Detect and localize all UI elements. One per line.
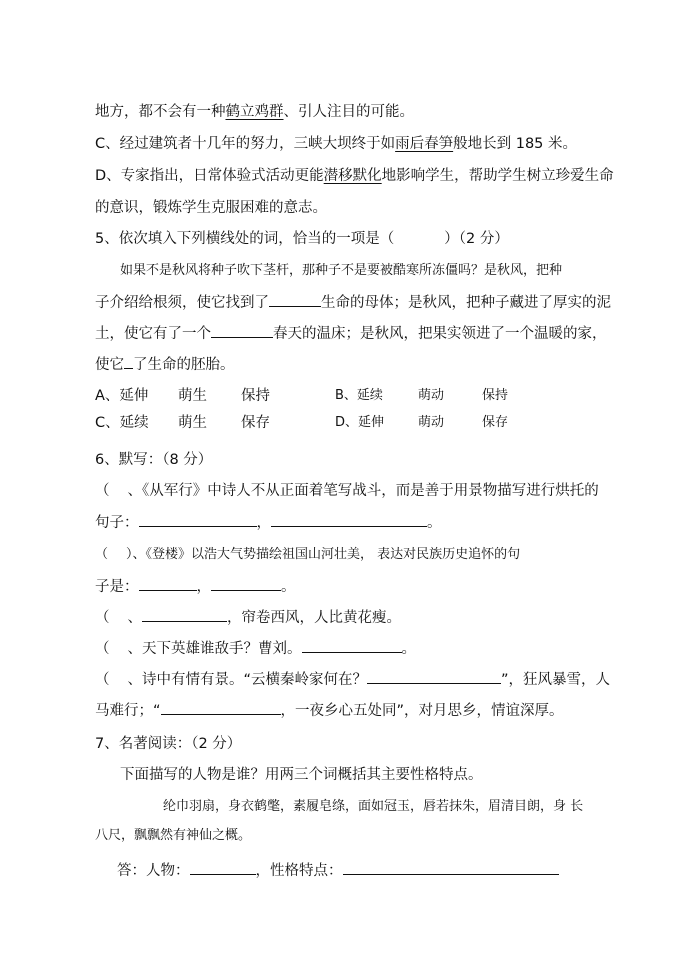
text-line: 地方，都不会有一种鹤立鸡群、引人注目的可能。 [95,104,414,120]
q6-item-5-cont: 马难行；“ ，一夜乡心五处同”，对月思乡，情谊深厚。 [95,700,564,721]
option-a-word: 萌生 [178,388,207,404]
q7-prompt: 下面描写的人物是谁？用两三个词概括其主要性格特点。 [120,767,483,783]
fill-blank[interactable] [367,669,501,684]
q6-item-1: （ 、《从军行》中诗人不从正面着笔写战斗，而是善于用景物描写进行烘托的 [95,483,599,499]
question-5: 5、依次填入下列横线处的词，恰当的一项是（ ）（2 分） [95,231,509,247]
question-7: 7、名著阅读：（2 分） [95,736,242,752]
passage-line: 如果不是秋风将种子吹下茎杆，那种子不是要被酷寒所冻僵吗？是秋风，把种 [120,263,563,278]
q7-passage: 八尺，飘飘然有神仙之概。 [95,828,252,843]
passage-line: 土，使它有了一个 春天的温床；是秋风，把果实领进了一个温暖的家， [95,323,607,344]
q6-item-2-answer: 子是： ， 。 [95,576,296,597]
underlined-idiom: 雨后春笋 [395,136,454,152]
fill-blank[interactable] [161,700,281,715]
fill-blank[interactable] [271,512,427,527]
fill-blank[interactable] [139,512,257,527]
option-c-word: 保存 [241,415,270,431]
q7-passage: 纶巾羽扇，身衣鹤氅，素履皂绦，面如冠玉，唇若抹朱，眉清目朗，身 长 [163,799,584,814]
option-a-label: A、延伸 [95,388,149,404]
q6-item-4: （ 、天下英雄谁敌手？曹刘。 。 [95,638,416,659]
q6-item-2: （ ）、《登楼》以浩大气势描绘祖国山河壮美， 表达对民族历史追怀的句 [95,547,521,562]
underlined-idiom: 鹤立鸡群 [225,104,284,120]
passage-line: 使它 了生命的胚胎。 [95,354,235,375]
underlined-idiom: 潜移默化 [323,168,382,184]
option-b-label: B、延续 [335,388,383,403]
q6-item-1-answer: 句子： ， 。 [95,512,442,533]
fill-blank[interactable] [190,860,256,875]
fill-blank[interactable] [124,354,133,369]
fill-blank[interactable] [343,860,559,875]
fill-blank[interactable] [211,576,281,591]
q6-item-5: （ 、诗中有情有景。“云横秦岭家何在？ ”，狂风暴雪，人 [95,669,610,690]
option-c-word: 萌生 [178,415,207,431]
option-c-label: C、延续 [95,415,149,431]
option-a-word: 保持 [241,388,270,404]
passage-line: 子介绍给根须，使它找到了 生命的母体；是秋风，把种子藏进了厚实的泥 [95,292,611,313]
fill-blank[interactable] [139,576,197,591]
fill-blank[interactable] [269,292,321,307]
question-6: 6、默写：（8 分） [95,452,213,468]
fill-blank[interactable] [142,607,227,622]
q7-answer: 答：人物： ，性格特点： [117,860,559,881]
text-line: 的意识，锻炼学生克服困难的意志。 [95,200,327,216]
option-d-label: D、延伸 [335,415,385,430]
option-d-line: D、专家指出，日常体验式活动更能潜移默化地影响学生，帮助学生树立珍爱生命 [95,168,614,184]
option-d-word: 萌动 [418,415,445,430]
fill-blank[interactable] [211,323,273,338]
q6-item-3: （ 、 ，帘卷西风，人比黄花瘦。 [95,607,401,628]
option-b-word: 萌动 [418,388,445,403]
option-d-word: 保存 [482,415,509,430]
option-c-line: C、经过建筑者十几年的努力，三峡大坝终于如雨后春笋般地长到 185 米。 [95,136,578,152]
option-b-word: 保持 [482,388,509,403]
fill-blank[interactable] [302,638,402,653]
